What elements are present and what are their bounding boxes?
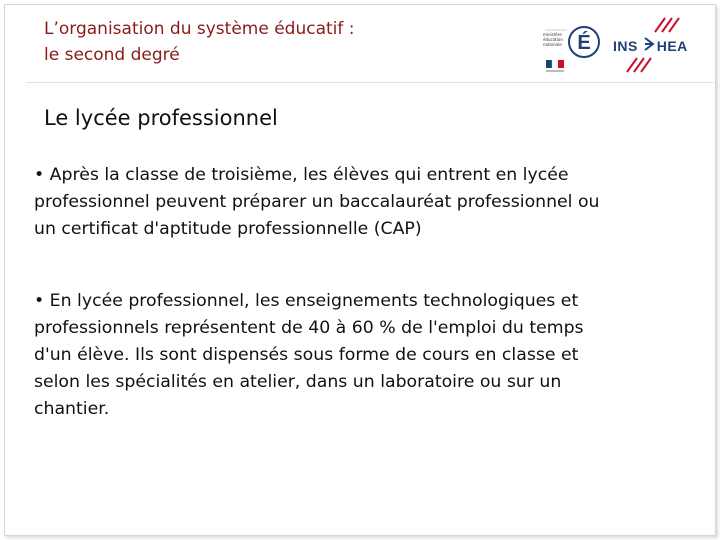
paragraph-line: professionnel peuvent préparer un baccalauréat professionnel ou	[34, 192, 600, 212]
paragraph-line: • Après la classe de troisième, les élèves qui entrent en lycée	[34, 165, 569, 185]
paragraph-line: professionnels représentent de 40 à 60 % de l'emploi du temps	[34, 318, 584, 338]
svg-text:É: É	[577, 32, 591, 54]
paragraph-2	[34, 288, 694, 423]
paragraph-1	[34, 162, 694, 243]
slide	[4, 4, 716, 536]
inshea-label: INS HEA	[613, 38, 688, 54]
section-title: Le lycée professionnel	[44, 106, 278, 130]
ministry-logo-text: ministère éducation nationale	[543, 32, 563, 47]
paragraph-line: d'un élève. Ils sont dispensés sous forme de cours en classe et	[34, 345, 579, 365]
logos	[543, 16, 693, 74]
paragraph-line: un certificat d'aptitude professionnelle (CAP)	[34, 219, 422, 239]
paragraph-line: chantier.	[34, 399, 110, 419]
inshea-logo	[607, 16, 693, 74]
header-title-line-1: L’organisation du système éducatif :	[44, 19, 355, 39]
header-title	[44, 16, 355, 68]
paragraph-line: selon les spécialités en atelier, dans un laboratoire ou sur un	[34, 372, 562, 392]
header-divider	[26, 82, 714, 83]
ministry-logo	[543, 16, 603, 74]
paragraph-line: • En lycée professionnel, les enseignements technologiques et	[34, 291, 579, 311]
header-title-line-2: le second degré	[44, 45, 180, 65]
